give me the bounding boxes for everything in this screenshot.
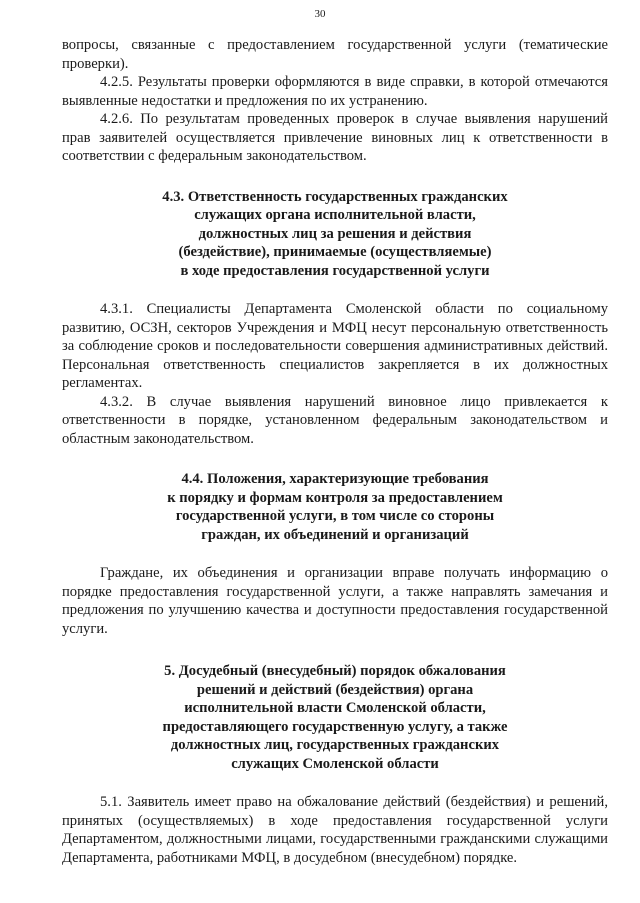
heading-line: в ходе предоставления государственной услуги xyxy=(180,262,490,279)
heading-line: (бездействие), принимаемые (осуществляемые) xyxy=(178,244,492,260)
section-heading-5 xyxy=(125,662,545,773)
heading-line: к порядку и формам контроля за предоставлением xyxy=(167,489,503,506)
heading-line: служащих Смоленской области xyxy=(231,755,439,772)
paragraph-4-3-1: 4.3.1. Специалисты Департамента Смоленской области по социальному развитию, ОСЗН, секторов Учреждения и МФЦ несут персональную ответственность за соблюдение сроков и последовательности совершения административных действий. Персональная ответственность специалистов закрепляется в их должностных регламентах. xyxy=(62,301,608,391)
heading-line: государственной услуги, в том числе со стороны xyxy=(175,508,495,524)
heading-line: 4.4. Положения, характеризующие требования xyxy=(181,471,489,487)
page-number: 30 xyxy=(314,8,326,20)
paragraph-citizens-rights: Граждане, их объединения и организации вправе получать информацию о порядке предоставления государственной услуги, а также направлять замечания и предложения по улучшению качества и доступности предоставления государственной услуги. xyxy=(62,565,608,637)
heading-line: исполнительной власти Смоленской области, xyxy=(184,700,486,716)
heading-line: граждан, их объединений и организаций xyxy=(201,526,469,543)
heading-line: служащих органа исполнительной власти, xyxy=(194,207,476,223)
heading-line: должностных лиц за решения и действия xyxy=(198,225,472,242)
heading-line: должностных лиц, государственных гражданских xyxy=(170,737,500,753)
paragraph-4-2-5: 4.2.5. Результаты проверки оформляются в виде справки, в которой отмечаются выявленные недостатки и предложения по их устранению. xyxy=(62,74,608,109)
heading-line: 5. Досудебный (внесудебный) порядок обжалования xyxy=(164,663,506,679)
section-heading-4-4 xyxy=(125,470,545,544)
heading-line: предоставляющего государственную услугу, а также xyxy=(162,718,508,735)
paragraph-4-3-2: 4.3.2. В случае выявления нарушений виновное лицо привлекается к ответственности в порядке, установленном федеральным законодательством и областным законодательством. xyxy=(62,393,608,447)
paragraph-5-1: 5.1. Заявитель имеет право на обжалование действий (бездействия) и решений, принятых (осуществляемых) в ходе предоставления государственной услуги Департаментом, должностными лицами, государственными гражданскими служащими Департамента, работниками МФЦ, в досудебном (внесудебном) порядке. xyxy=(62,794,608,866)
section-heading-4-3 xyxy=(125,188,545,281)
document-body xyxy=(62,36,608,867)
paragraph-continuation: вопросы, связанные с предоставлением государственной услуги (тематические проверки). xyxy=(62,37,608,72)
heading-line: 4.3. Ответственность государственных гражданских xyxy=(162,188,508,205)
heading-line: решений и действий (бездействия) органа xyxy=(196,681,474,698)
paragraph-4-2-6: 4.2.6. По результатам проведенных проверок в случае выявления нарушений прав заявителей осуществляется привлечение виновных лиц к ответственности в соответствии с федеральным законодательством. xyxy=(62,111,608,164)
